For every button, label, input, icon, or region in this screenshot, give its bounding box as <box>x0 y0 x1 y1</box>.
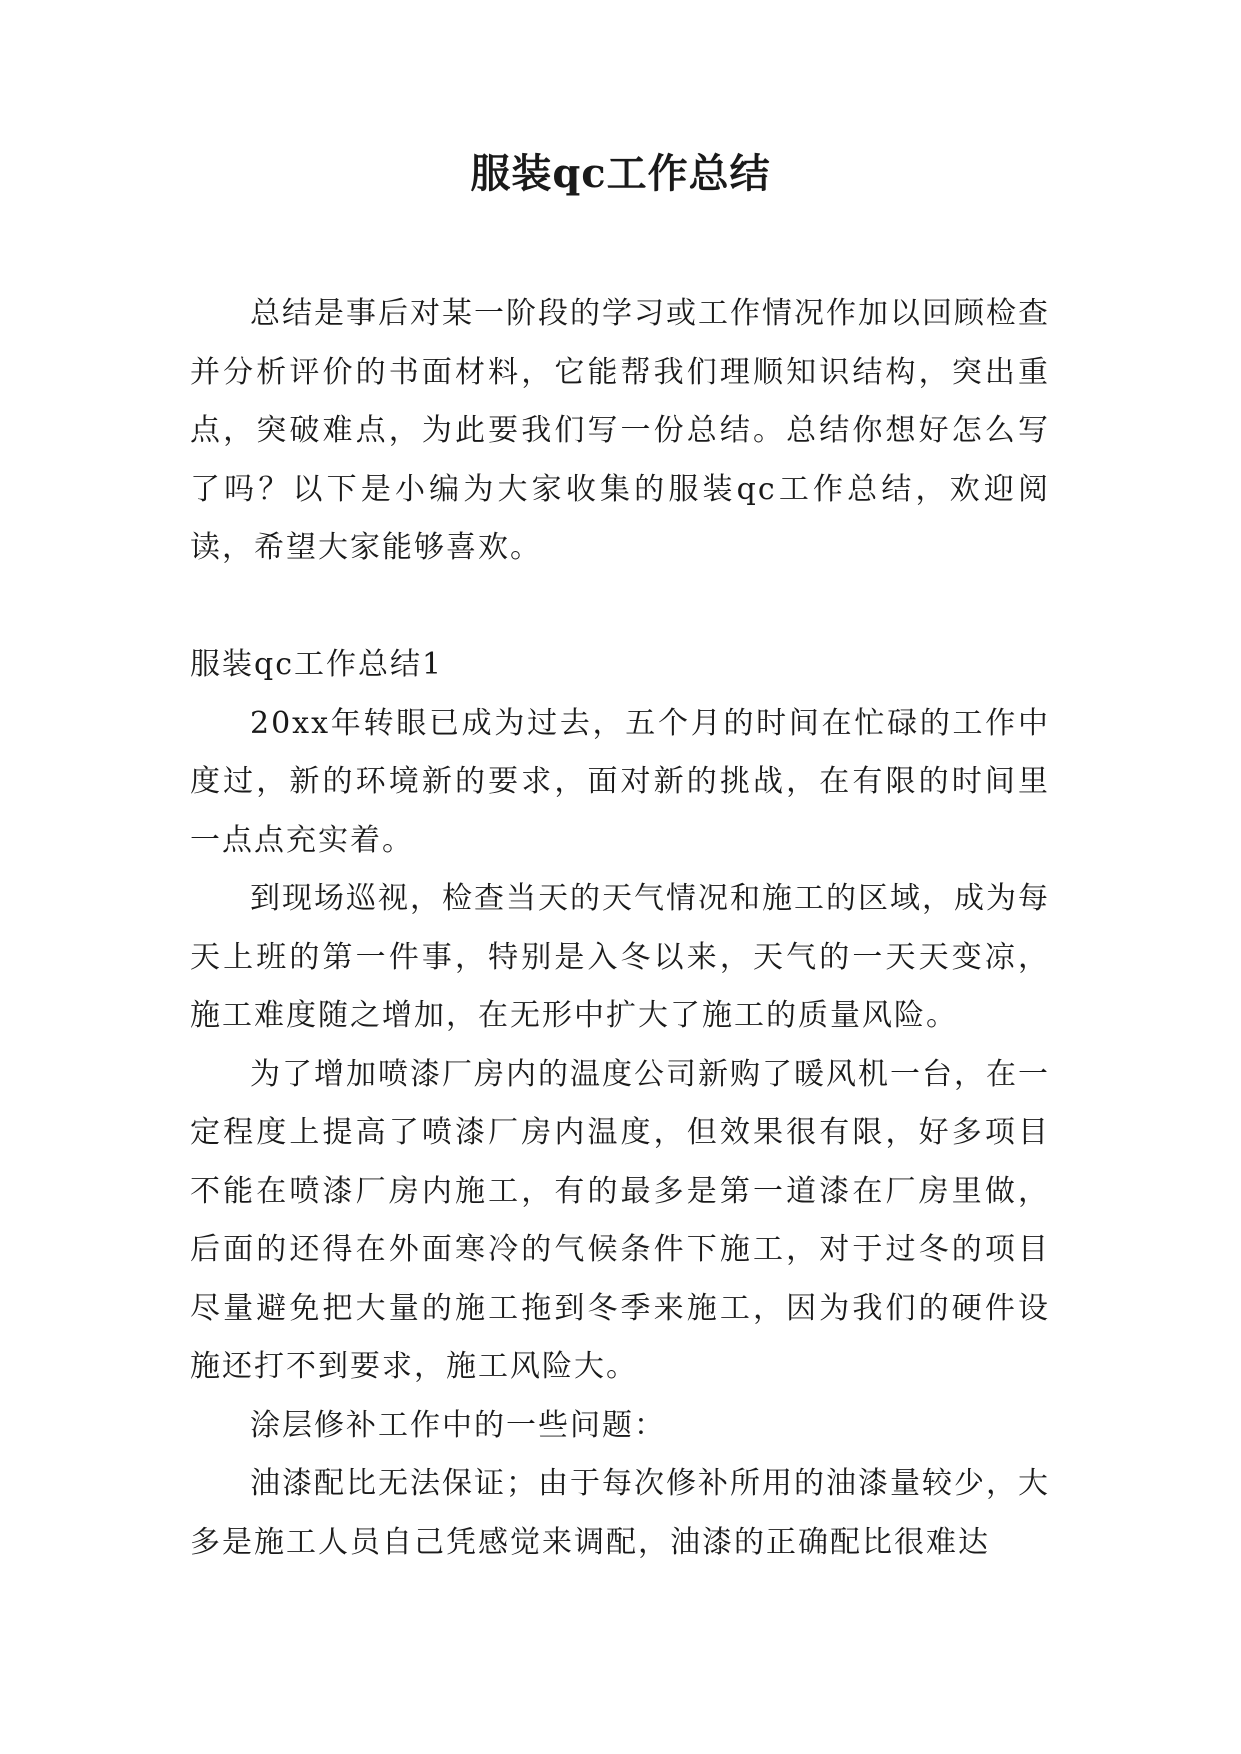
paragraph-5: 油漆配比无法保证；由于每次修补所用的油漆量较少，大多是施工人员自己凭感觉来调配，油漆的正确配比很难达 <box>190 1466 1050 1560</box>
paragraph-1: 20xx年转眼已成为过去，五个月的时间在忙碌的工作中度过，新的环境新的要求，面对新的挑战，在有限的时间里一点点充实着。 <box>190 705 1050 858</box>
document-body <box>190 285 1050 1572</box>
paragraph-2: 到现场巡视，检查当天的天气情况和施工的区域，成为每天上班的第一件事，特别是入冬以来，天气的一天天变凉，施工难度随之增加，在无形中扩大了施工的质量风险。 <box>190 881 1050 1033</box>
paragraph-3: 为了增加喷漆厂房内的温度公司新购了暖风机一台，在一定程度上提高了喷漆厂房内温度，但效果很有限，好多项目不能在喷漆厂房内施工，有的最多是第一道漆在厂房里做，后面的还得在外面寒冷的气候条件下施工，对于过冬的项目尽量避免把大量的施工拖到冬季来施工，因为我们的硬件设施还打不到要求，施工风险大。 <box>190 1056 1050 1384</box>
intro-paragraph: 总结是事后对某一阶段的学习或工作情况作加以回顾检查并分析评价的书面材料，它能帮我们理顺知识结构，突出重点，突破难点，为此要我们写一份总结。总结你想好怎么写了吗？以下是小编为大家收集的服装qc工作总结，欢迎阅读，希望大家能够喜欢。 <box>190 296 1050 565</box>
document-title: 服装qc工作总结 <box>470 150 771 197</box>
paragraph-spacer <box>190 578 1050 637</box>
paragraph-4: 涂层修补工作中的一些问题： <box>250 1407 666 1443</box>
section-heading: 服装qc工作总结1 <box>190 647 444 682</box>
